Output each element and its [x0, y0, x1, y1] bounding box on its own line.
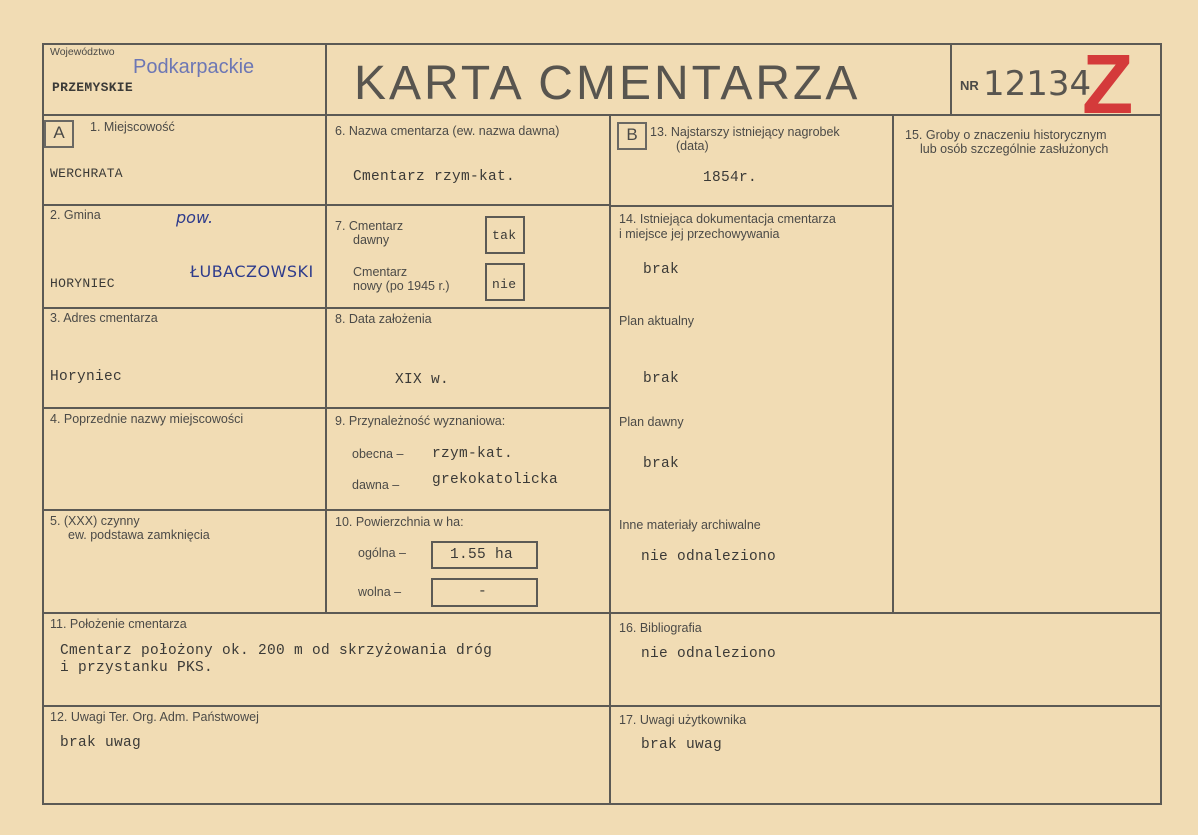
field-8-label: 8. Data założenia — [335, 312, 432, 326]
field-8-value: XIX w. — [395, 372, 450, 388]
field-15-label-line1: 15. Groby o znaczeniu historycznym — [905, 128, 1107, 142]
field-10-free-value: - — [478, 584, 488, 600]
field-11-line1: Cmentarz położony ok. 200 m od skrzyżowania dróg — [60, 643, 493, 659]
field-9-former-value: grekokatolicka — [432, 472, 559, 488]
field-13-label-line1: 13. Najstarszy istniejący nagrobek — [650, 125, 840, 139]
field-7-value-old: tak — [492, 228, 517, 243]
field-6-value: Cmentarz rzym-kat. — [353, 169, 516, 185]
row-line-6 — [42, 705, 1162, 707]
field-10-total-value: 1.55 ha — [450, 547, 514, 563]
field-14-current-plan-label: Plan aktualny — [619, 314, 695, 328]
row-line-b — [609, 205, 893, 207]
field-14-old-plan-label: Plan dawny — [619, 415, 684, 429]
field-12-value: brak uwag — [60, 735, 142, 751]
field-1-value: WERCHRATA — [50, 166, 123, 181]
field-9-current-value: rzym-kat. — [432, 446, 514, 462]
field-5-label-line2: ew. podstawa zamknięcia — [68, 528, 210, 542]
border-right — [1160, 43, 1162, 805]
field-4-label: 4. Poprzednie nazwy miejscowości — [50, 412, 244, 426]
field-13-label-line2: (data) — [676, 139, 709, 153]
row-line-3 — [42, 407, 610, 409]
region-stamp: Podkarpackie — [133, 56, 255, 78]
voivodeship-value: PRZEMYSKIE — [52, 80, 134, 95]
field-12-label: 12. Uwagi Ter. Org. Adm. Państwowej — [50, 710, 259, 724]
field-9-label: 9. Przynależność wyznaniowa: — [335, 414, 506, 428]
border-bottom — [42, 803, 1162, 805]
field-2-label: 2. Gmina — [50, 208, 101, 222]
field-9-current-label: obecna – — [352, 447, 404, 461]
field-17-value: brak uwag — [641, 737, 723, 753]
card-title: KARTA CMENTARZA — [354, 57, 861, 110]
field-14-current-plan-value: brak — [643, 371, 680, 387]
field-16-label: 16. Bibliografia — [619, 621, 702, 635]
section-b-badge: B — [617, 122, 647, 150]
col-divider-1 — [325, 43, 327, 613]
field-11-label: 11. Położenie cmentarza — [50, 617, 187, 631]
field-17-label: 17. Uwagi użytkownika — [619, 713, 747, 727]
field-5-label-line1: 5. (XXX) czynny — [50, 514, 140, 528]
z-mark: Z — [1082, 37, 1134, 131]
row-line-5 — [42, 612, 1162, 614]
field-7-label2-line1: Cmentarz — [353, 265, 408, 279]
row-line-4 — [42, 509, 610, 511]
field-6-label: 6. Nazwa cmentarza (ew. nazwa dawna) — [335, 124, 560, 138]
field-11-line2: i przystanku PKS. — [60, 660, 214, 676]
nr-label: NR — [960, 78, 979, 93]
voivodeship-label: Województwo — [50, 46, 115, 58]
field-3-value: Horyniec — [50, 369, 123, 385]
field-16-value: nie odnaleziono — [641, 646, 777, 662]
field-15-label-line2: lub osób szczególnie zasłużonych — [920, 142, 1109, 156]
header-bottom-line — [42, 114, 1162, 116]
nr-value: 12134 — [983, 64, 1092, 104]
field-13-value: 1854r. — [703, 170, 758, 186]
field-9-former-label: dawna – — [352, 478, 400, 492]
field-14-old-plan-value: brak — [643, 456, 680, 472]
field-7-label1-line2: dawny — [353, 233, 390, 247]
field-2-handwritten-county: ŁUBACZOWSKI — [190, 262, 314, 281]
field-10-free-label: wolna – — [358, 585, 402, 599]
header-nr-divider — [950, 43, 952, 115]
row-line-1 — [42, 204, 610, 206]
field-3-label: 3. Adres cmentarza — [50, 311, 158, 325]
field-14-label-line2: i miejsce jej przechowywania — [619, 227, 780, 241]
field-2-value: HORYNIEC — [50, 276, 115, 291]
col-divider-3 — [892, 114, 894, 614]
field-1-label: 1. Miejscowość — [90, 120, 175, 134]
col-divider-2 — [609, 114, 611, 804]
border-left — [42, 43, 44, 803]
border-top — [42, 43, 1162, 45]
field-7-label2-line2: nowy (po 1945 r.) — [353, 279, 450, 293]
field-7-label1-line1: 7. Cmentarz — [335, 219, 404, 233]
section-a-badge: A — [44, 120, 74, 148]
field-7-value-new: nie — [492, 277, 517, 292]
field-14-other-label: Inne materiały archiwalne — [619, 518, 761, 532]
row-line-2 — [42, 307, 610, 309]
field-10-label: 10. Powierzchnia w ha: — [335, 515, 464, 529]
field-14-label-line1: 14. Istniejąca dokumentacja cmentarza — [619, 212, 836, 226]
field-14-value: brak — [643, 262, 680, 278]
field-14-other-value: nie odnaleziono — [641, 549, 777, 565]
field-2-handwritten-pow: pow. — [176, 208, 214, 227]
field-10-total-label: ogólna – — [358, 546, 406, 560]
